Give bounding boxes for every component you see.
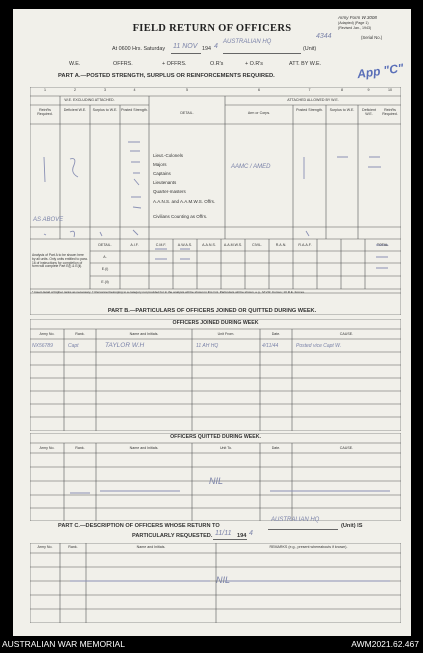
jh-army-no: Army No. (39, 332, 55, 336)
hdr-posted-left: Posted Strength. (121, 108, 148, 112)
qh-rank: Rank. (75, 446, 85, 450)
group-we-excluding: W.E. EXCLUDING ATTACHED. (64, 98, 115, 102)
qh-unit-to: Unit To. (219, 446, 233, 450)
jh-rank: Rank. (75, 332, 85, 336)
col-num-5: 5 (186, 88, 188, 92)
ors-label: O.R's (210, 61, 224, 67)
form-sheet (13, 9, 411, 636)
col-num-6: 6 (258, 88, 260, 92)
part-c-title: PART C.—DESCRIPTION OF OFFICERS WHOSE RETURN TO (58, 523, 220, 529)
col-num-9: 9 (367, 88, 370, 92)
footer-accession: AWM2021.62.467 (351, 639, 419, 649)
an-hdr-aamws: A.A.M.W.S. (223, 243, 243, 247)
totals-hand: AS ABOVE (33, 217, 64, 223)
report-time-label: At 0600 Hrs. Saturday (112, 46, 166, 52)
an-hdr-aans: A.A.N.S. (202, 243, 216, 247)
an-hdr-cmf: C.M.F. (155, 243, 167, 247)
hdr-posted-right: Posted Strength. (296, 108, 323, 112)
app-c-mark: App "C" (356, 60, 405, 82)
joined-rank-hand: Capt (68, 343, 79, 349)
arm-corps-hand: AAMC / AMED (231, 164, 271, 170)
col-num-3: 3 (104, 88, 106, 92)
form-title: FIELD RETURN OF OFFICERS (132, 23, 292, 34)
joined-cause-hand: Posted vice Capt W. (296, 343, 342, 349)
ch-name: Name and Initials. (136, 545, 166, 549)
group-attached: ATTACHED ALLOWED BY W.E. (287, 98, 339, 102)
col-num-2: 2 (74, 88, 76, 92)
col-num-7: 7 (308, 88, 311, 92)
qh-cause: CAUSE. (339, 446, 354, 450)
hdr-surplus-left: Surplus to W.E. (92, 108, 118, 112)
detail-qm: Quarter-masters (153, 189, 186, 194)
report-year-hand: 4 (214, 43, 218, 50)
serial-label: (Serial No.) (361, 35, 383, 40)
col-num-1: 1 (44, 88, 46, 92)
unit-label: (Unit) (303, 46, 317, 52)
col-num-8: 8 (341, 88, 343, 92)
an-row-a: A. (103, 255, 107, 259)
plus-ors-label: + O.R's (245, 61, 263, 67)
hdr-reinf-left: Reinf'ts Required. (37, 108, 53, 117)
joined-title: OFFICERS JOINED DURING WEEK (172, 320, 259, 326)
part-a-title: PART A.—POSTED STRENGTH, SURPLUS OR REINFORCEMENTS REQUIRED. (58, 73, 275, 79)
unit-hand: AUSTRALIAN HQ (223, 39, 272, 45)
an-hdr-raaf: R.A.A.F. (298, 243, 312, 247)
joined-no-hand: NX56789 (32, 343, 53, 349)
footer-institution: AUSTRALIAN WAR MEMORIAL (2, 639, 125, 649)
quitted-title: OFFICERS QUITTED DURING WEEK. (170, 434, 261, 440)
an-row-ei: E.(i) (101, 267, 109, 271)
jh-date: Date. (271, 332, 281, 336)
qh-date: Date. (271, 446, 281, 450)
report-date-hand: 11 NOV (173, 43, 198, 50)
hdr-surplus-right: Surplus to W.E. (329, 108, 355, 112)
ch-remarks: REMARKS (e.g., present whereabouts if known). (269, 545, 348, 549)
col-num-4: 4 (133, 88, 136, 92)
an-row-eii: E.(ii) (101, 280, 109, 284)
qh-army-no: Army No. (39, 446, 55, 450)
adapted-note: (Adapted) (Page 1) (338, 21, 369, 25)
att-by-we-label: ATT. BY W.E. (289, 61, 322, 67)
col-num-10: 10 (388, 88, 392, 92)
an-hdr-aif: A.I.F. (130, 243, 139, 247)
part-c-unit-label: (Unit) IS (341, 523, 363, 529)
ch-army-no: Army No. (37, 545, 53, 549)
hdr-deficient-left: Deficient W.E. (63, 108, 87, 112)
part-c-nil-hand: NIL (216, 575, 231, 585)
serial-number-hand: 4344 (316, 33, 332, 40)
revised-note: (Revised Jan., 1943) (338, 26, 372, 30)
joined-unit-hand: 11 AH HQ (196, 343, 219, 349)
jh-cause: CAUSE. (339, 332, 354, 336)
hdr-reinf-right: Reinf'ts Required. (382, 108, 398, 117)
analysis-note: Analysis of Part A to be shown here by all units. Only units entitled to para. 16 of instructions for completion of form will complete Part E(i) & E(ii). (32, 253, 88, 269)
ch-rank: Rank. (68, 545, 78, 549)
detail-civilians: Civilians Counting as Offrs. (153, 214, 208, 219)
detail-aans: A.A.N.S. and A.A.M.W.S. Offrs. (153, 199, 216, 204)
jh-unit-from: Unit From. (217, 332, 235, 336)
joined-date-hand: 4/11/44 (262, 343, 279, 349)
an-hdr-ran: R.A.N. (275, 243, 287, 247)
part-c-year: 194 (237, 533, 247, 539)
qh-name: Name and Initials. (129, 446, 159, 450)
report-year-label: 194 (202, 46, 211, 52)
army-form-number: Army Form W.3008 (338, 15, 377, 20)
part-c-date-hand: 11/11 (215, 530, 232, 537)
an-hdr-civil: CIVIL. (252, 243, 262, 247)
detail-majors: Majors (153, 162, 167, 167)
part-b-title: PART B.—PARTICULARS OF OFFICERS JOINED OR QUITTED DURING WEEK. (107, 308, 317, 314)
an-hdr-awas: A.W.A.S. (177, 243, 193, 247)
detail-lt-col: Lieut.-Colonels (153, 153, 184, 158)
hdr-detail: DETAIL. (180, 111, 194, 115)
hdr-arm-corps: Arm or Corps. (247, 111, 271, 115)
part-c-requested: PARTICULARLY REQUESTED. (132, 533, 213, 539)
jh-name: Name and Initials. (129, 332, 159, 336)
plus-offrs-label: + OFFRS. (162, 61, 187, 67)
hdr-deficient-right: Deficient W.E. (362, 108, 376, 117)
offrs-label: OFFRS. (113, 61, 133, 67)
part-a-footnote: * Insert detail of higher ranks as necessary. † Personnel belonging to a category not provided for in the analysis will be shown in this Col. Particulars will be shown, e.g., M.V.R. Forces; 10 R.E. Forces. (32, 290, 305, 294)
detail-lieutenants: Lieutenants (153, 180, 177, 185)
joined-name-hand: TAYLOR W.H (105, 342, 145, 349)
part-c-year-hand: 4 (249, 530, 253, 537)
an-hdr-total: TOTAL. (376, 243, 390, 247)
quitted-nil-hand: NIL (209, 476, 224, 486)
detail-captains: Captains (153, 171, 171, 176)
we-label: W.E. (69, 61, 81, 67)
an-hdr-detail: DETAIL. (98, 243, 112, 247)
part-c-unit-hand: AUSTRALIAN HQ (271, 517, 320, 523)
